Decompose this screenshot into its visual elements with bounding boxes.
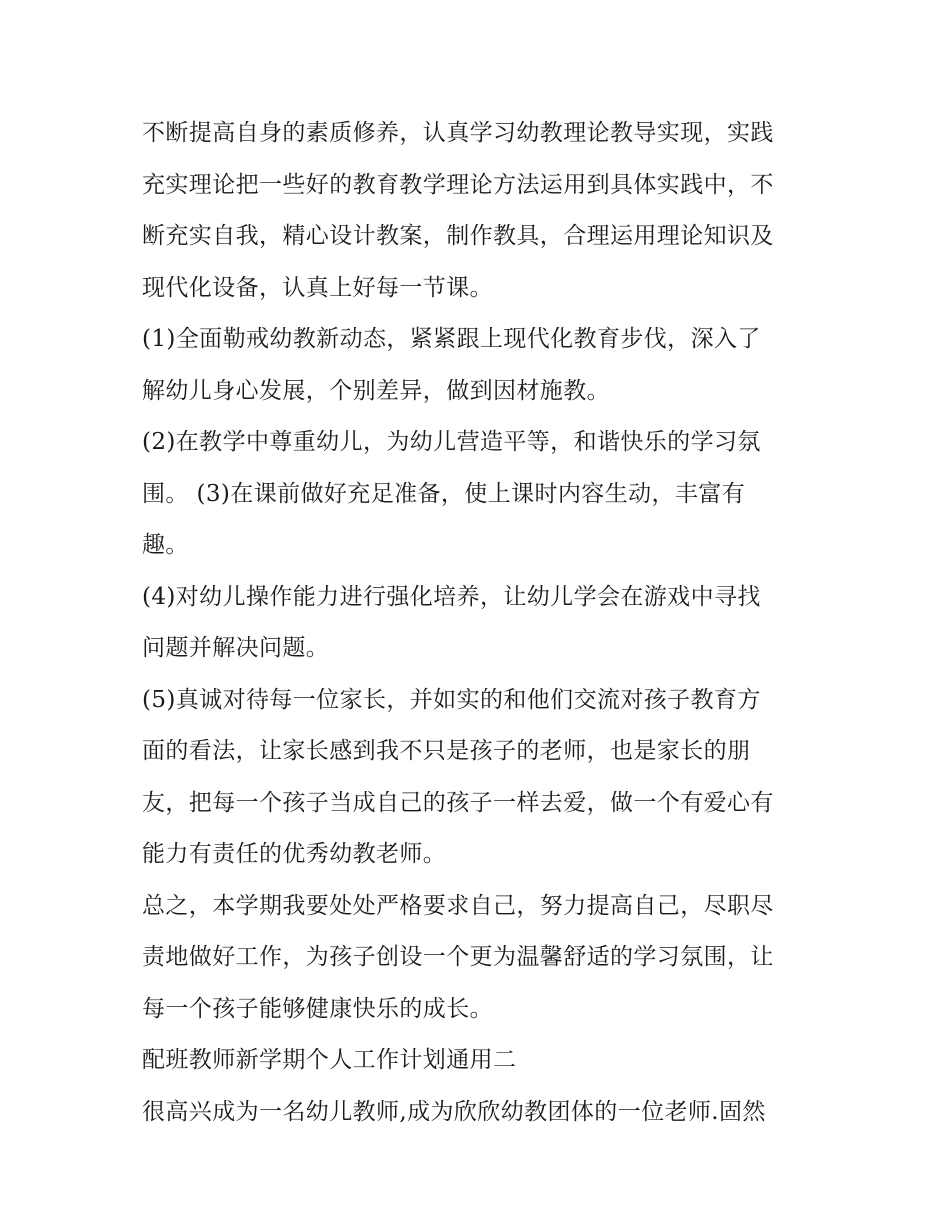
text-line: 责地做好工作，为孩子创设一个更为温馨舒适的学习氛围，让 bbox=[142, 944, 774, 970]
text-line: 问题并解决问题。 bbox=[142, 635, 330, 661]
text-line: 现代化设备，认真上好每一节课。 bbox=[142, 274, 493, 301]
text-line: 解幼儿身心发展，个别差异，做到因材施教。 bbox=[142, 377, 610, 404]
text-line: (5)真诚对待每一位家长，并如实的和他们交流对孩子教育方 bbox=[142, 686, 761, 713]
text-line: 趣。 bbox=[142, 532, 189, 558]
text-line: 断充实自我，精心设计教案，制作教具，合理运用理论知识及 bbox=[142, 223, 774, 249]
text-line: 很高兴成为一名幼儿教师,成为欣欣幼教团体的一位老师.固然 bbox=[142, 1098, 766, 1125]
section-heading: 配班教师新学期个人工作计划通用二 bbox=[142, 1047, 517, 1073]
text-line: 每一个孩子能够健康快乐的成长。 bbox=[142, 995, 493, 1022]
document-body bbox=[142, 108, 822, 1138]
text-line: 友，把每一个孩子当成自己的孩子一样去爱，做一个有爱心有 bbox=[142, 789, 774, 816]
text-line: (2)在教学中尊重幼儿，为幼儿营造平等，和谐快乐的学习氛 bbox=[142, 429, 761, 455]
text-line: 不断提高自身的素质修养，认真学习幼教理论教导实现，实践 bbox=[142, 120, 774, 146]
text-line: 充实理论把一些好的教育教学理论方法运用到具体实践中，不 bbox=[142, 171, 774, 198]
text-line: 总之，本学期我要处处严格要求自己，努力提高自己，尽职尽 bbox=[142, 892, 774, 919]
text-line: 围。 (3)在课前做好充足准备，使上课时内容生动，丰富有 bbox=[142, 480, 746, 507]
text-line: (1)全面勒戒幼教新动态，紧紧跟上现代化教育步伐，深入了 bbox=[142, 326, 761, 352]
text-line: 面的看法，让家长感到我不只是孩子的老师，也是家长的朋 bbox=[142, 738, 751, 764]
text-line: (4)对幼儿操作能力进行强化培养，让幼儿学会在游戏中寻找 bbox=[142, 583, 761, 610]
text-line: 能力有责任的优秀幼教老师。 bbox=[142, 841, 447, 867]
